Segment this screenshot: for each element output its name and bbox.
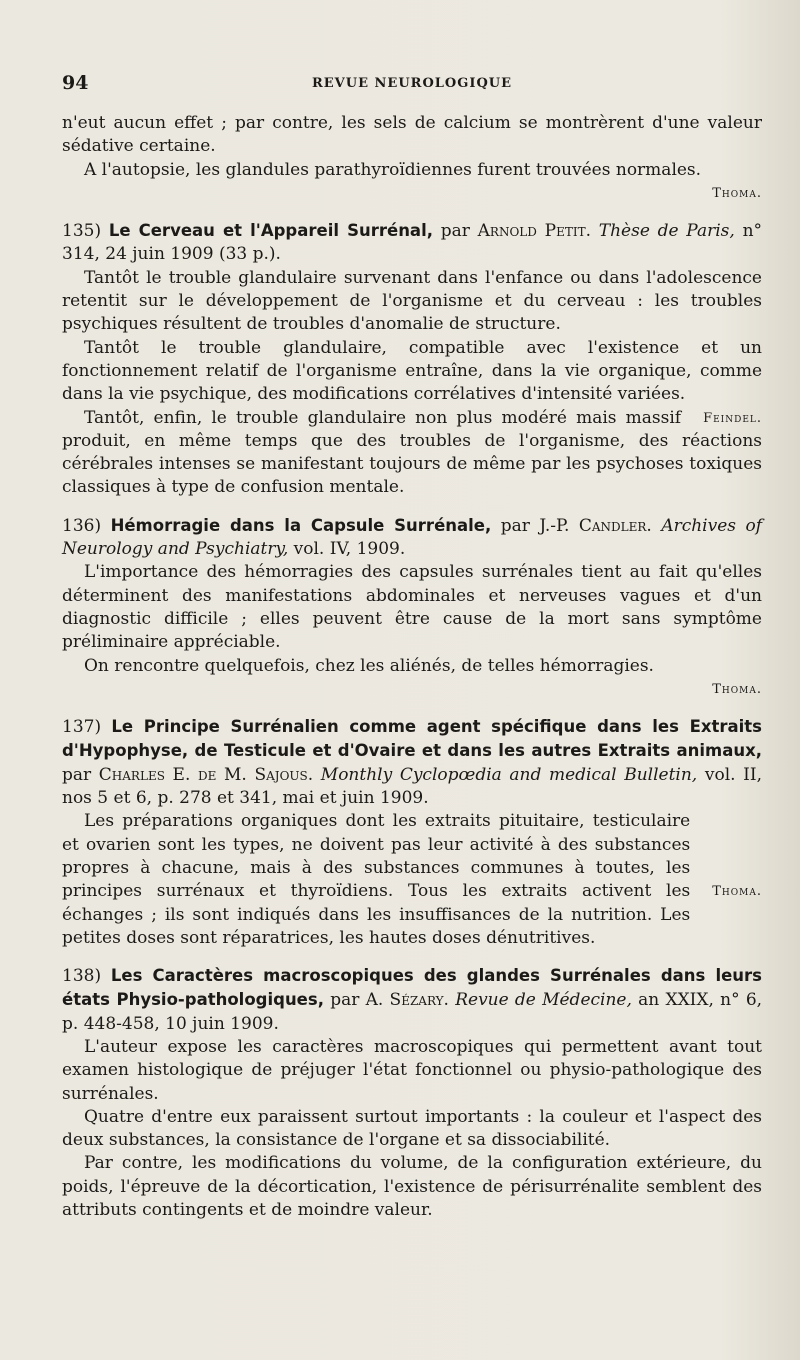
entry-paragraph: [62, 810, 762, 950]
entry-paragraph-text: Les préparations organiques dont les extraits pituitaire, testiculaire et ovarien sont les types, ne doivent pas leur activité à des substances propres à chacune, mais à des substances communes à toutes, les principes surrénaux et thyroïdiens. Tous les extraits activent les échanges ; ils sont indiqués dans les insuffisances de la nutrition. Les petites doses sont réparatrices, les hautes doses dénutritives.: [62, 811, 691, 948]
entry-heading: [62, 219, 762, 267]
entry-137: [62, 715, 762, 950]
entry-paragraph: Par contre, les modifications du volume, de la configuration extérieure, du poids, l'épreuve de la décortication, l'existence de périsurrénalite semblent des attributs contingents et de moindre valeur.: [62, 1153, 762, 1221]
entry-title: Le Principe Surrénalien comme agent spécifique dans les Extraits d'Hypophyse, de Testicule et d'Ovaire et dans les autres Extraits animaux,: [62, 717, 763, 761]
entry-paragraph: [62, 407, 762, 500]
entry-author: Arnold Petit.: [477, 221, 591, 242]
entry-author: J.-P. Candler.: [539, 515, 652, 536]
entry-source-detail: an XXIX, n° 6, p. 448-458, 10 juin 1909.: [62, 990, 763, 1034]
entry-paragraph: L'importance des hémorragies des capsules surrénales tient au fait qu'elles déterminent des manifestations abdominales et nerveuses vagues et d'un diagnostic difficile ; elles peuvent être cause de la mort sans symptôme préliminaire appréciable.: [62, 562, 762, 653]
entry-heading: [62, 964, 762, 1036]
entry-by: par: [330, 990, 360, 1011]
signature: Thoma.: [712, 681, 762, 697]
signature: Thoma.: [712, 884, 762, 900]
page-header: [62, 70, 762, 100]
entry-by: par: [500, 515, 530, 536]
entry-paragraph: Tantôt le trouble glandulaire, compatible avec l'existence et un fonctionnement relatif de l'organisme entraîne, dans la vie organique, comme dans la vie psychique, des modifications corrélatives d'intensité variées.: [62, 337, 762, 405]
running-head: REVUE NEUROLOGIQUE: [311, 76, 513, 91]
entry-author: A. Sézary.: [365, 990, 449, 1011]
entry-source: Monthly Cyclopœdia and medical Bulletin,: [320, 764, 698, 785]
entry-paragraph-text: Tantôt, enfin, le trouble glandulaire non plus modéré mais massif produit, en même temps que des troubles de l'organisme, des réactions cérébrales intenses se manifestant toujours de même par les psychoses toxiques classiques à type de confusion mentale.: [62, 407, 762, 498]
entry-number: 137): [62, 717, 102, 738]
entry-number: 138): [62, 966, 102, 987]
entry-source-detail: vol. IV, 1909.: [293, 539, 406, 560]
prev-paragraph: A l'autopsie, les glandules parathyroïdiennes furent trouvées normales.: [84, 159, 702, 180]
entry-heading: [62, 514, 762, 562]
entry-paragraph: Quatre d'entre eux paraissent surtout importants : la couleur et l'aspect des deux substances, la consistance de l'organe et sa dissociabilité.: [62, 1106, 762, 1151]
entry-source-detail: vol. II, nos 5 et 6, p. 278 et 341, mai et juin 1909.: [62, 764, 763, 809]
entry-author: Charles E. de M. Sajous.: [98, 764, 314, 785]
entry-136: [62, 514, 762, 701]
page-number: 94: [62, 72, 89, 94]
entry-title: Le Cerveau et l'Appareil Surrénal,: [108, 221, 433, 241]
signature: Feindel.: [703, 410, 762, 426]
entry-source: Revue de Médecine,: [455, 990, 632, 1011]
entry-by: par: [62, 764, 92, 785]
entry-source-detail: n° 314, 24 juin 1909 (33 p.).: [62, 221, 763, 265]
signature: Thoma.: [712, 185, 762, 201]
entry-by: par: [440, 221, 470, 242]
entry-source: Thèse de Paris,: [598, 221, 735, 242]
entry-source: Archives of Neurology and Psychiatry,: [62, 515, 763, 560]
body-text: [62, 112, 762, 1222]
entry-title: Les Caractères macroscopiques des glandes Surrénales dans leurs états Physio-pathologiques,: [62, 966, 763, 1010]
entry-number: 136): [62, 515, 102, 536]
prev-paragraph: n'eut aucun effet ; par contre, les sels de calcium se montrèrent d'une valeur sédative certaine.: [62, 113, 762, 157]
entry-heading: [62, 715, 762, 810]
entry-number: 135): [62, 221, 102, 242]
entry-135: [62, 219, 762, 500]
entry-title: Hémorragie dans la Capsule Surrénale,: [110, 515, 492, 535]
entry-paragraph: Tantôt le trouble glandulaire survenant dans l'enfance ou dans l'adolescence retentit sur le développement de l'organisme et du cerveau : les troubles psychiques résultent de troubles d'anomalie de structure.: [62, 267, 762, 335]
entry-paragraph: L'auteur expose les caractères macroscopiques qui permettent avant tout examen histologique de préjuger l'état fonctionnel ou physio-pathologique des surrénales.: [62, 1036, 762, 1104]
entry-138: [62, 964, 762, 1222]
entry-paragraph: On rencontre quelquefois, chez les aliénés, de telles hémorragies.: [84, 655, 654, 676]
